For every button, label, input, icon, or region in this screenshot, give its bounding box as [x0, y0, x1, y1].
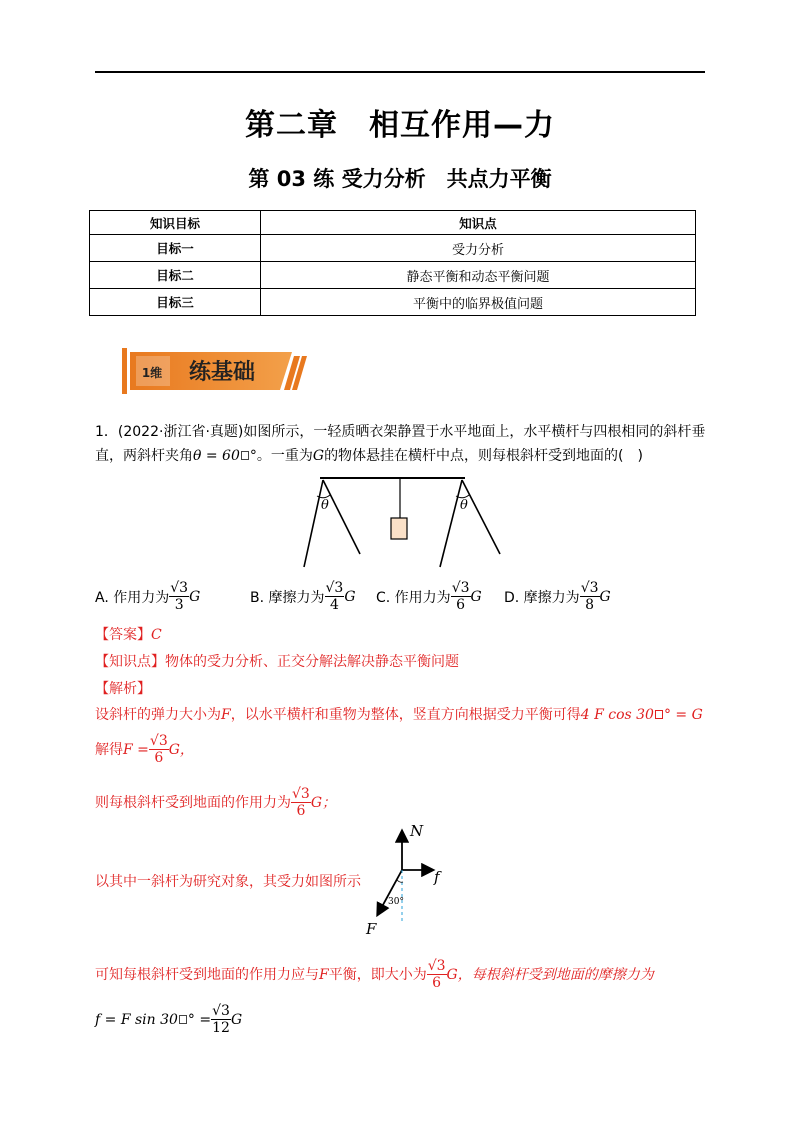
- question-line-2: 直，两斜杆夹角θ = 60 °。一重为G的物体悬挂在横杆中点，则每根斜杆受到地面的( ): [95, 448, 643, 464]
- table-header-row: [90, 211, 696, 235]
- question-line-1: 1．(2022·浙江省·真题)如图所示，一轻质晒衣架静置于水平地面上，水平横杆与四根相同的斜杆垂: [95, 424, 706, 440]
- table-cell: 静态平衡和动态平衡问题: [261, 262, 696, 289]
- top-rule: [95, 71, 705, 73]
- force-label-big-f: F: [366, 920, 377, 937]
- section-banner: [122, 348, 312, 394]
- analysis-line-2: 解得 F = $\frac{√3}{6}$ G，: [95, 733, 194, 766]
- force-label-f: f: [434, 868, 440, 886]
- table-cell: 受力分析: [261, 235, 696, 262]
- table-row: [90, 289, 696, 316]
- option-a[interactable]: A. 作用力为 $\frac{√3}{3}$ G: [95, 580, 201, 613]
- banner-label: 练基础: [188, 360, 256, 385]
- force-diagram: [360, 822, 460, 937]
- table-row: [90, 262, 696, 289]
- theta-label-left: θ: [321, 498, 329, 513]
- analysis-line-5: 可知每根斜杆受到地面的作用力应与 F 平衡，即大小为 $\frac{√3}{6}$ G，每根斜杆受到地面的摩擦力为: [95, 958, 654, 991]
- table-row: [90, 235, 696, 262]
- chapter-title: 第二章 相互作用—力: [245, 108, 555, 143]
- drying-rack-figure: [290, 472, 510, 572]
- analysis-tag: 【解析】: [95, 681, 151, 697]
- goals-table: [89, 210, 696, 316]
- analysis-line-4: 以其中一斜杆为研究对象，其受力如图所示: [95, 874, 361, 890]
- theta-label-right: θ: [460, 498, 468, 513]
- banner-tag: 1维: [141, 366, 163, 380]
- option-c[interactable]: C. 作用力为 $\frac{√3}{6}$ G: [376, 580, 482, 613]
- table-header-point: 知识点: [261, 211, 696, 235]
- table-cell: 目标三: [90, 289, 261, 316]
- answer-line: 【答案】C: [95, 627, 162, 643]
- table-header-goal: 知识目标: [90, 211, 261, 235]
- table-cell: 目标一: [90, 235, 261, 262]
- analysis-line-6: f = F sin 30 ° = $\frac{√3}{12}$ G: [95, 1003, 243, 1036]
- option-d[interactable]: D. 摩擦力为 $\frac{√3}{8}$ G: [504, 580, 611, 613]
- section-title: 第 03 练 受力分析 共点力平衡: [248, 167, 552, 191]
- angle-label: 30°: [388, 897, 404, 907]
- hanging-weight: [391, 518, 407, 539]
- analysis-line-1: 设斜杆的弹力大小为F，以水平横杆和重物为整体，竖直方向根据受力平衡可得4 F cos 30 ° = G: [95, 707, 703, 723]
- table-cell: 目标二: [90, 262, 261, 289]
- analysis-line-3: 则每根斜杆受到地面的作用力为 $\frac{√3}{6}$ G；: [95, 786, 337, 819]
- force-label-n: N: [410, 822, 424, 840]
- table-cell: 平衡中的临界极值问题: [261, 289, 696, 316]
- knowledge-point-line: 【知识点】物体的受力分析、正交分解法解决静态平衡问题: [95, 654, 459, 670]
- option-b[interactable]: B. 摩擦力为 $\frac{√3}{4}$ G: [250, 580, 356, 613]
